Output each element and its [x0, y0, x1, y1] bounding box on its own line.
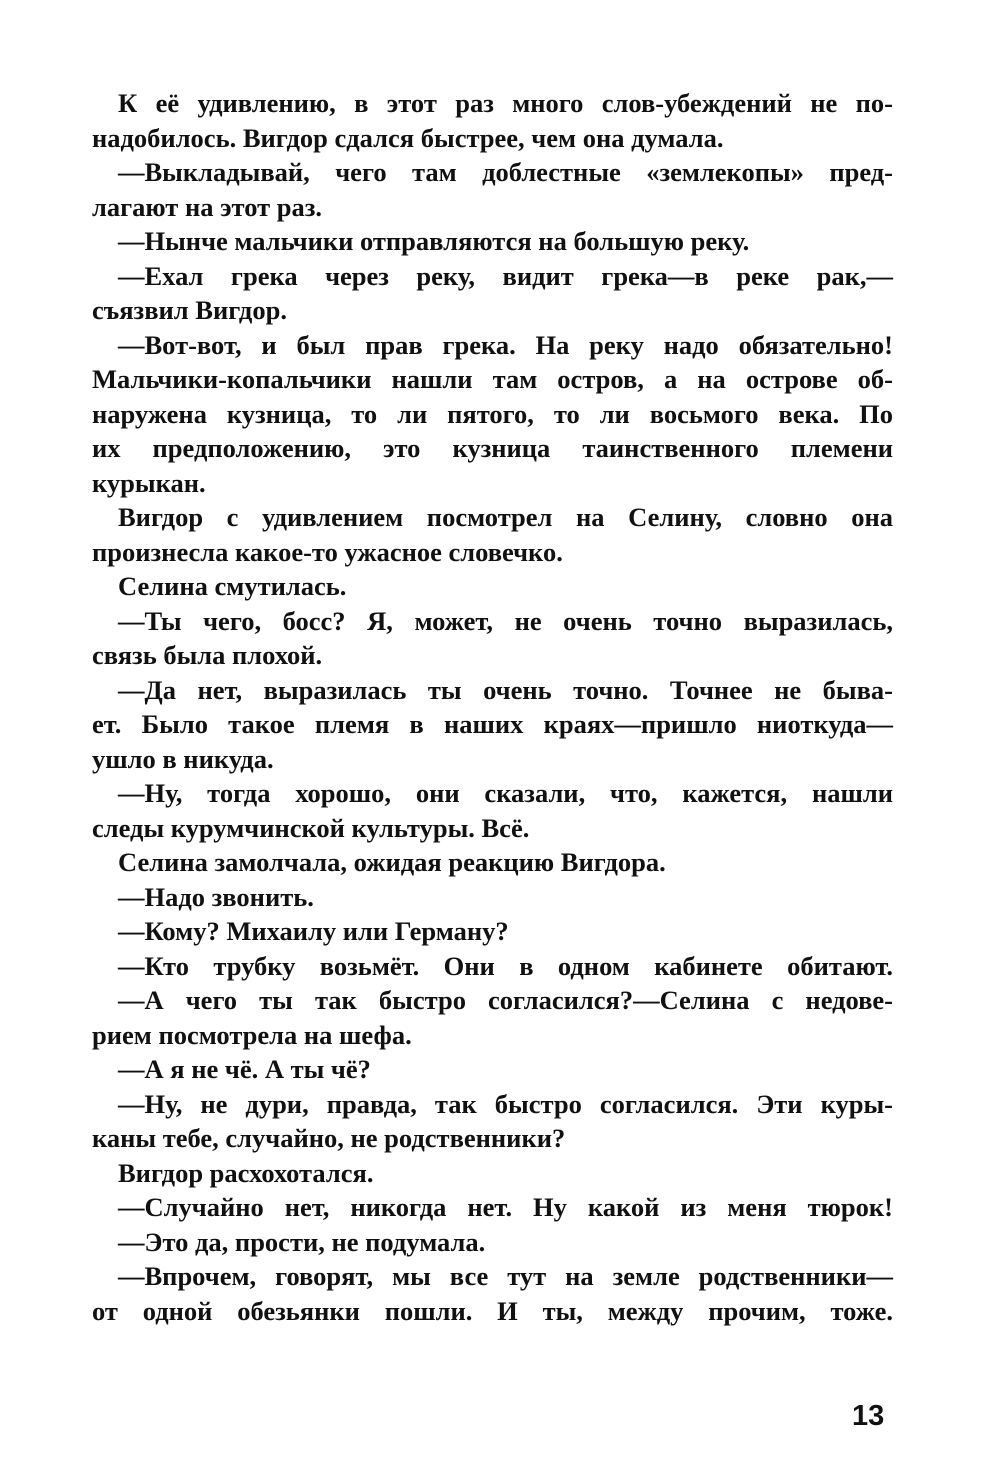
- text-line: —Нынче мальчики отправляются на большую реку.: [118, 226, 750, 256]
- text-line: —Впрочем, говорят, мы все тут на земле родственники—: [118, 1261, 893, 1291]
- text-line: лагают на этот раз.: [92, 191, 323, 222]
- text-line: рием посмотрела на шефа.: [92, 1019, 412, 1050]
- text-line: каны тебе, случайно, не родственники?: [92, 1123, 566, 1153]
- text-line: надобилось. Вигдор сдался быстрее, чем она думала.: [92, 122, 724, 153]
- text-line: К её удивлению, в этот раз много слов-убеждений не по-: [118, 88, 893, 118]
- text-line: Селина смутилась.: [118, 571, 347, 601]
- text-line: от одной обезьянки пошли. И ты, между прочим, тоже.: [92, 1295, 893, 1326]
- text-line: —Это да, прости, не подумала.: [118, 1226, 486, 1257]
- text-line: —Кому? Михаилу или Герману?: [118, 916, 509, 946]
- text-line: ет. Было такое племя в наших краях—пришло ниоткуда—: [92, 709, 893, 739]
- text-line: Селина замолчала, ожидая реакцию Вигдора.: [118, 847, 666, 877]
- text-line: курыкан.: [92, 467, 206, 498]
- text-line: —Выкладывай, чего там доблестные «землекопы» пред-: [118, 157, 893, 187]
- text-line: —Случайно нет, никогда нет. Ну какой из меня тюрок!: [118, 1192, 893, 1222]
- text-line: их предположению, это кузница таинственного племени: [92, 433, 893, 463]
- text-line: следы курумчинской культуры. Всё.: [92, 812, 530, 843]
- text-line: —Надо звонить.: [118, 881, 314, 912]
- text-line: ушло в никуда.: [92, 743, 274, 774]
- text-line: —А я не чё. А ты чё?: [118, 1054, 371, 1084]
- text-line: —А чего ты так быстро согласился?—Селина с недове-: [118, 985, 893, 1015]
- text-line: съязвил Вигдор.: [92, 295, 287, 325]
- text-line: —Ты чего, босс? Я, может, не очень точно выразилась,: [118, 605, 893, 636]
- text-line: Вигдор с удивлением посмотрел на Селину, словно она: [118, 502, 893, 532]
- text-line: Вигдор расхохотался.: [118, 1157, 374, 1188]
- text-line: Мальчики-копальчики нашли там остров, а на острове об-: [92, 364, 893, 394]
- text-line: —Ну, не дури, правда, так быстро согласился. Эти куры-: [118, 1088, 893, 1119]
- text-line: связь была плохой.: [92, 640, 323, 670]
- text-line: произнесла какое-то ужасное словечко.: [92, 536, 563, 567]
- page-number: 13: [852, 1400, 885, 1432]
- page-body-text: [92, 86, 893, 1328]
- text-line: наружена кузница, то ли пятого, то ли восьмого века. По: [92, 398, 893, 429]
- text-line: —Кто трубку возьмёт. Они в одном кабинете обитают.: [118, 950, 893, 981]
- text-line: —Ну, тогда хорошо, они сказали, что, кажется, нашли: [118, 778, 893, 808]
- text-line: —Да нет, выразилась ты очень точно. Точнее не быва-: [118, 674, 893, 705]
- text-line: —Вот-вот, и был прав грека. На реку надо обязательно!: [118, 329, 893, 360]
- text-line: —Ехал грека через реку, видит грека—в реке рак,—: [118, 260, 893, 291]
